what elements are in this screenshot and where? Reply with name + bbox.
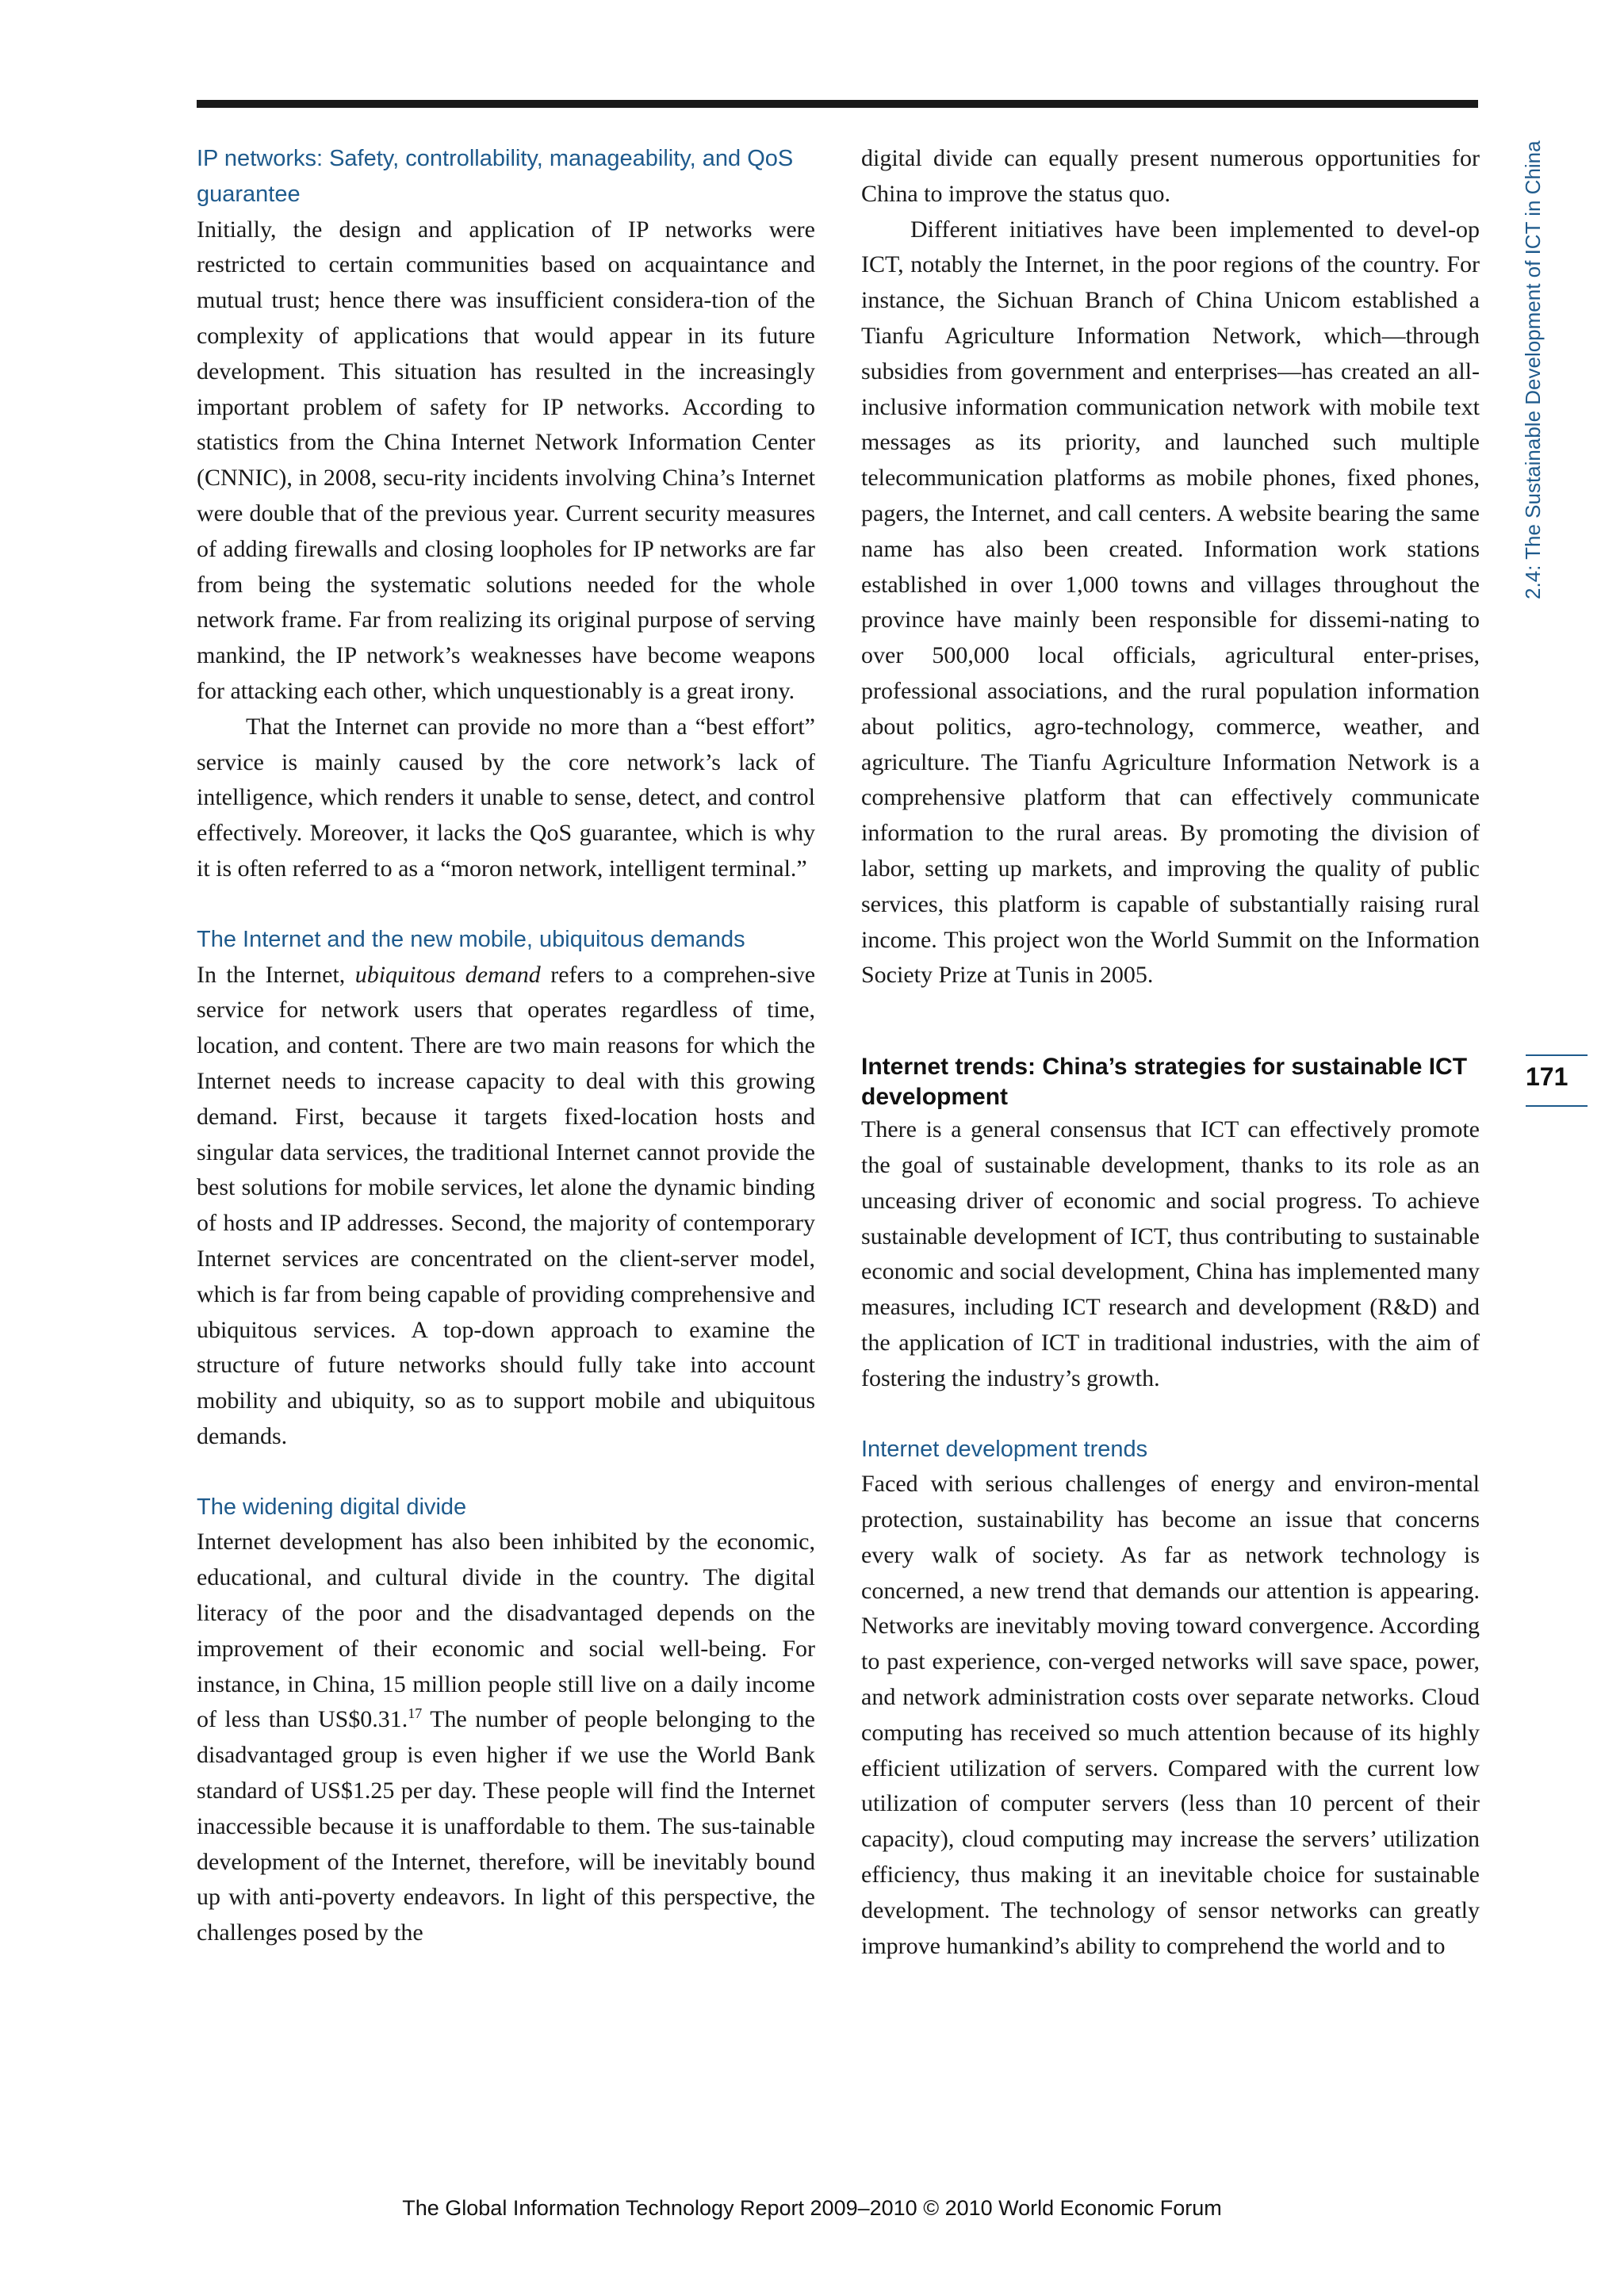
emphasis-term: ubiquitous demand — [354, 961, 541, 988]
page-number-rule-bottom — [1526, 1105, 1588, 1107]
right-column — [861, 141, 1480, 1964]
paragraph: Initially, the design and application of IP networks were restricted to certain communities based on acquaintance and mutual trust; hence there was insufficient considera-tion of the complexity of applications that would appear in its future development. This situation has resulted in the increasingly important problem of safety for IP networks. According to statistics from the China Internet Network Information Center (CNNIC), in 2008, secu-rity incidents involving China’s Internet were double that of the previous year. Current security measures of adding firewalls and closing loopholes for IP networks are far from being the systematic solutions needed for the whole network frame. Far from realizing its original purpose of serving mankind, the IP network’s weaknesses have become weapons for attacking each other, which unquestionably is a great irony. — [197, 216, 815, 704]
heading-ip-networks: IP networks: Safety, controllability, manageability, and QoS guarantee — [197, 146, 794, 207]
paragraph: In the Internet, ubiquitous demand refers to a comprehen-sive service for network users that operates regardless of time, location, and content. There are two main reasons for which the Internet needs to increase capacity to deal with this growing demand. First, because it targets fixed-location hosts and singular data services, the traditional Internet cannot provide the best solutions for mobile services, let alone the dynamic binding of hosts and IP addresses. Second, the majority of contemporary Internet services are concentrated on the client-server model, which is far from being capable of providing comprehensive and ubiquitous services. A top-down approach to examine the structure of future networks should fully take into account mobility and ubiquity, so as to support mobile and ubiquitous demands. — [197, 961, 816, 1449]
paragraph: Different initiatives have been implemented to devel-op ICT, notably the Internet, in the poor regions of the country. For instance, the Sichuan Branch of China Unicom established a Tianfu Agriculture Information Network, which—through subsidies from government and enterprises—has created an all-inclusive information communication network with mobile text messages as its priority, and launched such multiple telecommunication platforms as mobile phones, fixed phones, pagers, the Internet, and call centers. A website bearing the same name has also been created. Information work stations established in over 1,000 towns and villages throughout the province have mainly been responsible for dissemi-nating to over 500,000 local officials, agricultural enter-prises, professional associations, and the rural population information about politics, agro-technology, commerce, weather, and agriculture. The Tianfu Agriculture Information Network is a comprehensive platform that can effectively communicate information to the rural areas. By promoting the division of labor, setting up markets, and improving the quality of public services, this platform is capable of substantially raising rural income. This project won the World Summit on the Information Society Prize at Tunis in 2005. — [861, 216, 1480, 989]
heading-digital-divide: The widening digital divide — [197, 1494, 467, 1520]
paragraph: There is a general consensus that ICT can effectively promote the goal of sustainable development, thanks to its role as an unceasing driver of economic and social progress. To achieve sustainable development of ICT, thus contributing to sustainable economic and social development, China has implemented many measures, including ICT research and development (R&D) and the application of ICT in traditional industries, with the aim of fostering the industry’s growth. — [861, 1116, 1480, 1391]
page-number-rule-top — [1526, 1054, 1588, 1056]
heading-internet-development-trends: Internet development trends — [861, 1436, 1148, 1462]
heading-internet-trends: Internet trends: China’s strategies for sustainable ICT development — [861, 1054, 1468, 1111]
left-column — [197, 141, 815, 1951]
heading-ubiquitous-demands: The Internet and the new mobile, ubiquitous demands — [197, 926, 745, 952]
page-number: 171 — [1526, 1062, 1568, 1091]
paragraph: digital divide can equally present numerous opportunities for China to improve the status quo. — [861, 145, 1480, 207]
page-footer: The Global Information Technology Report 2009–2010 © 2010 World Economic Forum — [402, 2196, 1222, 2220]
paragraph: Internet development has also been inhibited by the economic, educational, and cultural divide in the country. The digital literacy of the poor and the disadvantaged depends on the improvement of their economic and social well-being. For instance, in China, 15 million people still live on a daily income of less than US$0.31.17 The number of people belonging to the disadvantaged group is even higher if we use the World Bank standard of US$1.25 per day. These people will find the Internet inaccessible because it is unaffordable to them. The sus-tainable development of the Internet, therefore, will be inevitably bound up with anti-poverty endeavors. In light of this perspective, the challenges posed by the — [197, 1529, 815, 1946]
paragraph: That the Internet can provide no more than a “best effort” service is mainly caused by the core network’s lack of intelligence, which renders it unable to sense, detect, and control effectively. Moreover, it lacks the QoS guarantee, which is why it is often referred to as a “moron network, intelligent terminal.” — [197, 713, 815, 882]
top-rule — [197, 100, 1478, 108]
footnote-ref[interactable]: 17 — [408, 1705, 423, 1722]
paragraph: Faced with serious challenges of energy and environ-mental protection, sustainability has become an issue that concerns every walk of society. As far as network technology is concerned, a new trend that demands our attention is appearing. Networks are inevitably moving toward convergence. According to past experience, con-verged networks will save space, power, and network administration costs over separate networks. Cloud computing has received so much attention because of its highly efficient utilization of servers. Compared with the current low utilization of computer servers (less than 10 percent of their capacity), cloud computing may increase the servers’ utilization efficiency, thus making it an inevitable choice for sustainable development. The technology of sensor networks can greatly improve humankind’s ability to comprehend the world and to — [861, 1471, 1480, 1959]
running-section-title: 2.4: The Sustainable Development of ICT in China — [1521, 140, 1545, 599]
